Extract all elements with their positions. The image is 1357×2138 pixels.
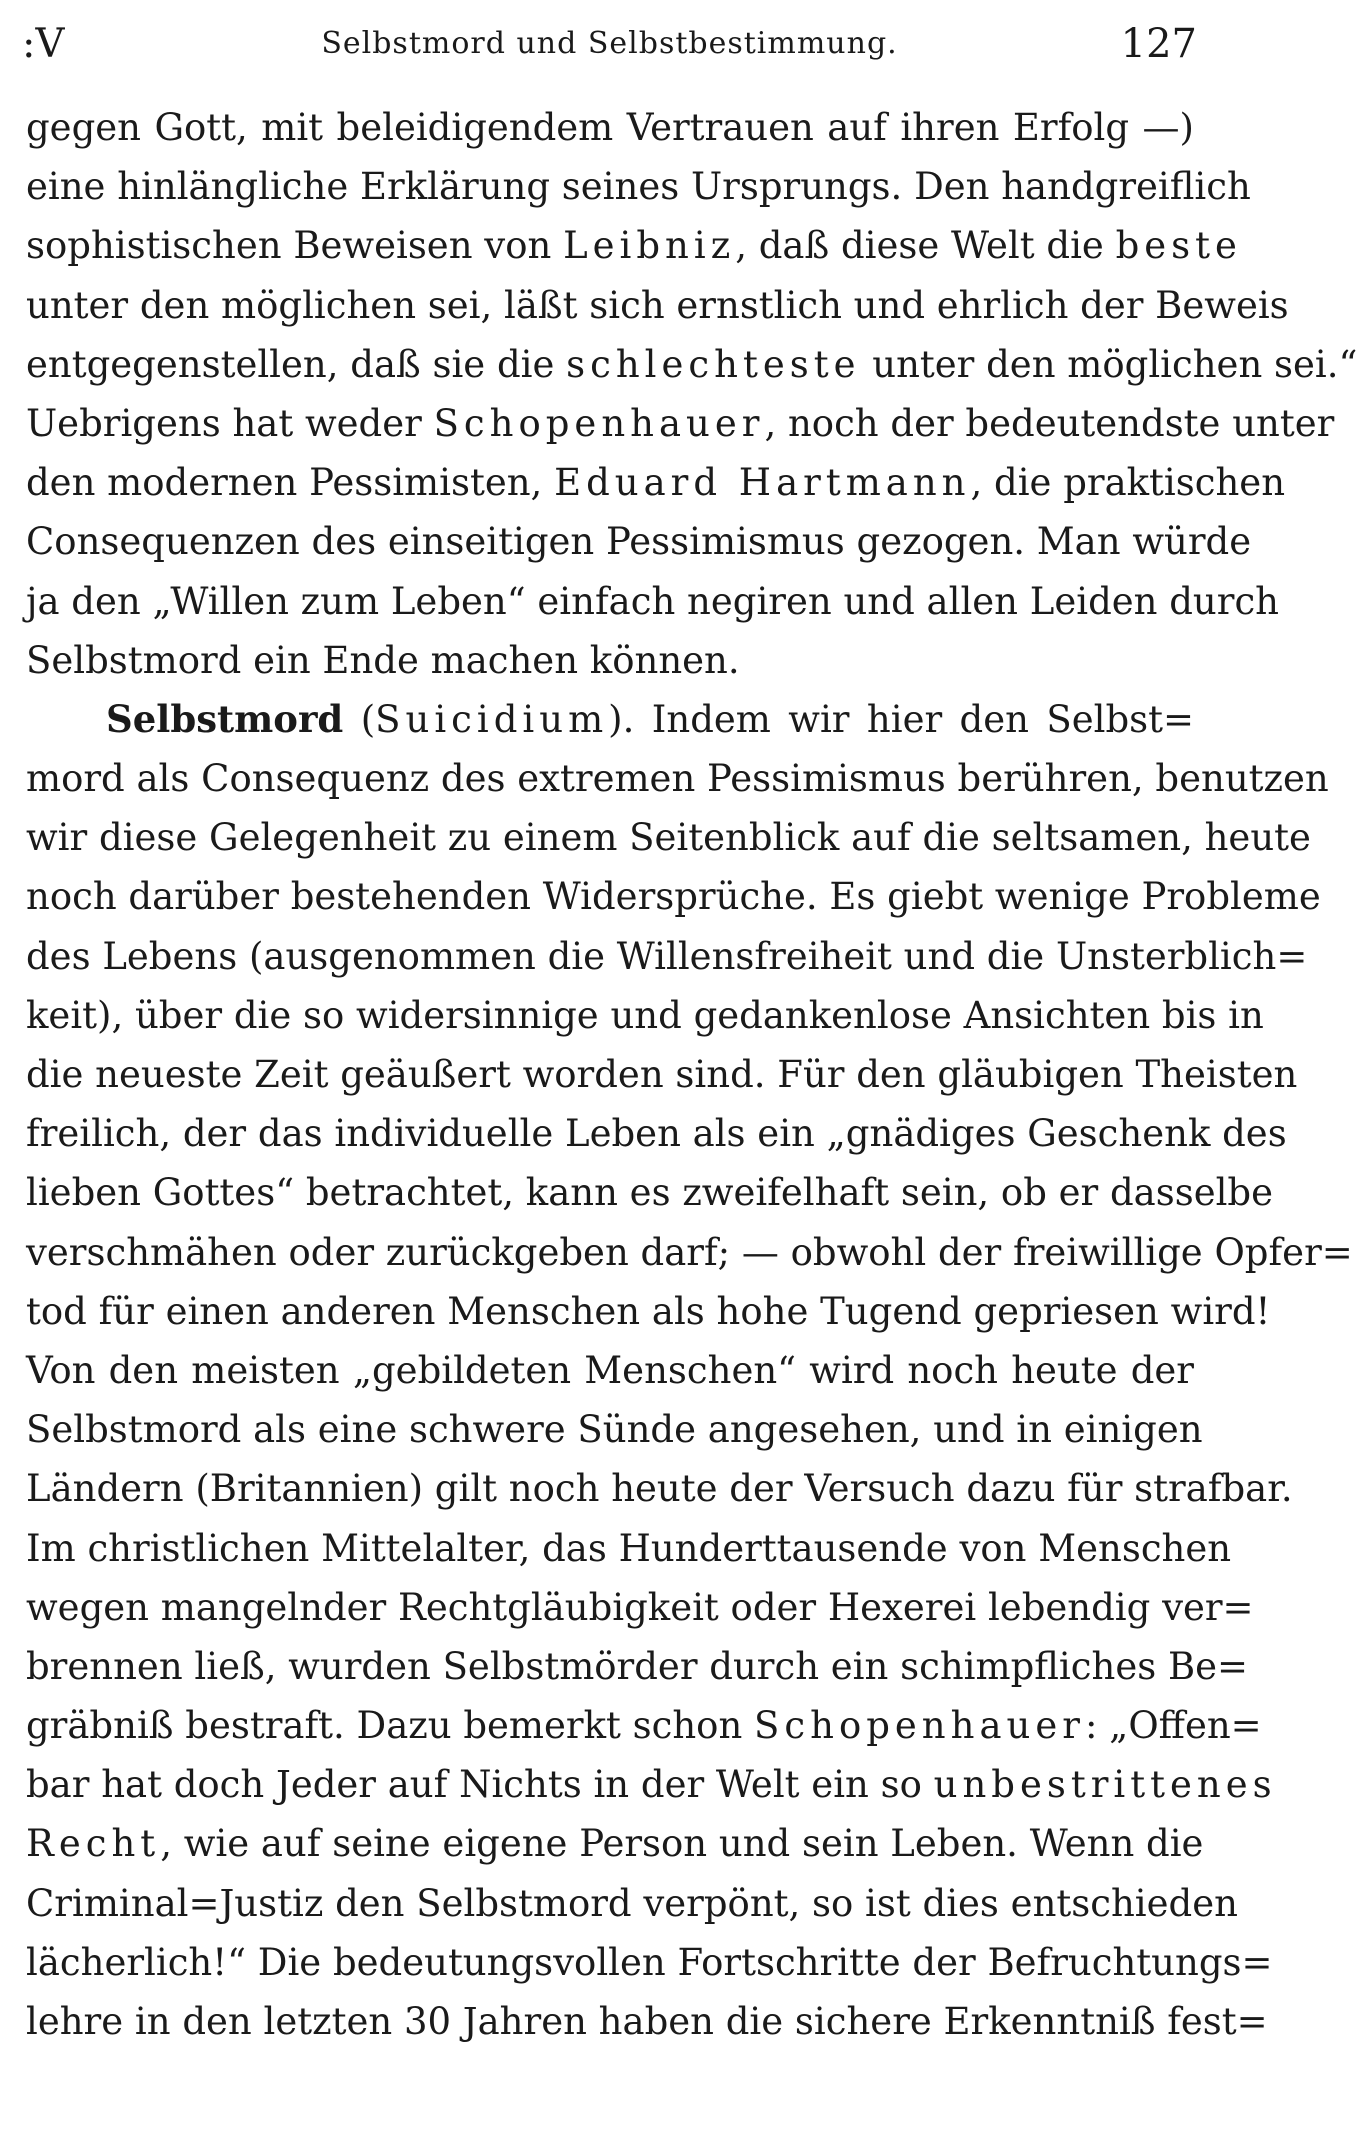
page-header (22, 14, 1197, 74)
text-line (26, 1282, 1271, 1341)
text-line (26, 512, 1252, 571)
spaced-emphasis: Leibniz (563, 224, 736, 268)
text-line (26, 1519, 1232, 1578)
text-segment: mord als Consequenz des extremen Pessimismus berühren, benutzen (26, 757, 1329, 801)
text-segment: ja den „Willen zum Leben“ einfach negiren und allen Leiden durch (26, 579, 1279, 623)
text-line (26, 1104, 1287, 1163)
text-segment: noch darüber bestehenden Widersprüche. Es giebt wenige Probleme (26, 875, 1321, 919)
text-segment: Selbstmord ein Ende machen können. (26, 638, 740, 682)
text-segment: Im christlichen Mittelalter, das Hunderttausende von Menschen (26, 1526, 1232, 1570)
text-segment: wir diese Gelegenheit zu einem Seitenblick auf die seltsamen, heute (26, 816, 1311, 860)
text-segment: , die praktischen (970, 461, 1286, 505)
text-line (26, 690, 1194, 749)
running-title: Selbstmord und Selbstbestimmung. (321, 26, 898, 61)
text-segment: Selbstmord als eine schwere Sünde angesehen, und in einigen (26, 1408, 1203, 1452)
text-segment: ). Indem wir hier den Selbst= (608, 697, 1194, 741)
text-segment: wegen mangelnder Rechtgläubigkeit oder Hexerei lebendig ver= (26, 1585, 1254, 1629)
text-line (26, 986, 1264, 1045)
spaced-emphasis: beste (1115, 224, 1242, 268)
text-segment: unter den möglichen sei.“ (860, 342, 1357, 386)
text-segment: ( (343, 697, 376, 741)
text-line (26, 394, 1335, 453)
text-line (26, 453, 1286, 512)
text-segment: den modernen Pessimisten, (26, 461, 555, 505)
text-line (26, 335, 1357, 394)
page-number: 127 (1120, 21, 1197, 67)
text-segment: Ländern (Britannien) gilt noch heute der Versuch dazu für strafbar. (26, 1467, 1293, 1511)
text-line (26, 1163, 1274, 1222)
text-line (26, 808, 1311, 867)
text-line (26, 867, 1321, 926)
text-line (26, 927, 1308, 986)
text-line (26, 1400, 1203, 1459)
text-line (26, 1459, 1293, 1518)
spaced-emphasis: schlechteste (566, 342, 861, 386)
spaced-emphasis: unbestrittenes (933, 1763, 1277, 1807)
signature-mark: :V (22, 21, 65, 67)
entry-term: Selbstmord (106, 696, 344, 741)
text-segment: brennen ließ, wurden Selbstmörder durch ein schimpfliches Be= (26, 1644, 1249, 1688)
text-line (26, 1696, 1262, 1755)
spaced-emphasis: Suicidium (375, 697, 609, 741)
text-line (26, 572, 1279, 631)
text-segment: lehre in den letzten 30 Jahren haben die sichere Erkenntniß fest= (26, 2000, 1268, 2043)
text-segment: gräbniß bestraft. Dazu bemerkt schon (26, 1704, 755, 1748)
spaced-emphasis: Recht (26, 1822, 161, 1866)
text-line (26, 1755, 1277, 1814)
text-segment: , daß diese Welt die (735, 224, 1116, 268)
text-line (26, 1874, 1238, 1933)
text-line (26, 157, 1251, 216)
text-segment: die neueste Zeit geäußert worden sind. Für den gläubigen Theisten (26, 1053, 1298, 1096)
text-line (26, 276, 1289, 335)
text-line (26, 1933, 1273, 1992)
spaced-emphasis: Schopenhauer (754, 1704, 1085, 1748)
text-segment: Criminal=Justiz den Selbstmord verpönt, so ist dies entschieden (26, 1881, 1238, 1925)
text-segment: verschmähen oder zurückgeben darf; — obwohl der freiwillige Opfer= (26, 1230, 1353, 1274)
text-segment: lächerlich!“ Die bedeutungsvollen Fortschritte der Befruchtungs= (26, 1940, 1273, 1984)
spaced-emphasis: Eduard Hartmann (554, 461, 971, 505)
text-segment: Consequenzen des einseitigen Pessimismus gezogen. Man würde (26, 520, 1252, 564)
text-segment: freilich, der das individuelle Leben als ein „gnädiges Geschenk des (26, 1112, 1287, 1156)
text-line (26, 1814, 1204, 1873)
text-segment: bar hat doch Jeder auf Nichts in der Welt ein so (26, 1763, 934, 1807)
text-segment: entgegenstellen, daß sie die (26, 342, 567, 386)
text-segment: sophistischen Beweisen von (26, 224, 564, 268)
text-segment: eine hinlängliche Erklärung seines Ursprungs. Den handgreiflich (26, 165, 1251, 209)
text-segment: Von den meisten „gebildeten Menschen“ wird noch heute der (26, 1348, 1194, 1392)
text-line (26, 216, 1242, 275)
body-text (26, 98, 1357, 2051)
text-line (26, 1341, 1194, 1400)
text-line (26, 1637, 1249, 1696)
text-segment: des Lebens (ausgenommen die Willensfreiheit und die Unsterblich= (26, 934, 1308, 978)
text-segment: keit), über die so widersinnige und gedankenlose Ansichten bis in (26, 993, 1264, 1037)
text-segment: , noch der bedeutendste unter (764, 401, 1335, 445)
text-line (26, 631, 1194, 690)
text-segment: tod für einen anderen Menschen als hohe Tugend gepriesen wird! (26, 1289, 1271, 1333)
text-line (26, 98, 1194, 157)
text-line (26, 1223, 1353, 1282)
text-segment: lieben Gottes“ betrachtet, kann es zweifelhaft sein, ob er dasselbe (26, 1171, 1274, 1215)
spaced-emphasis: Schopenhauer (433, 401, 765, 445)
text-line (26, 1045, 1298, 1104)
text-segment: gegen Gott, mit beleidigendem Vertrauen auf ihren Erfolg —) (26, 106, 1194, 149)
text-line (26, 1992, 1268, 2051)
text-segment: : „Offen= (1084, 1704, 1262, 1748)
text-segment: , wie auf seine eigene Person und sein Leben. Wenn die (160, 1822, 1204, 1866)
text-line (26, 1578, 1254, 1637)
text-segment: unter den möglichen sei, läßt sich ernstlich und ehrlich der Beweis (26, 283, 1289, 327)
text-segment: Uebrigens hat weder (26, 401, 434, 445)
text-line (26, 749, 1329, 808)
